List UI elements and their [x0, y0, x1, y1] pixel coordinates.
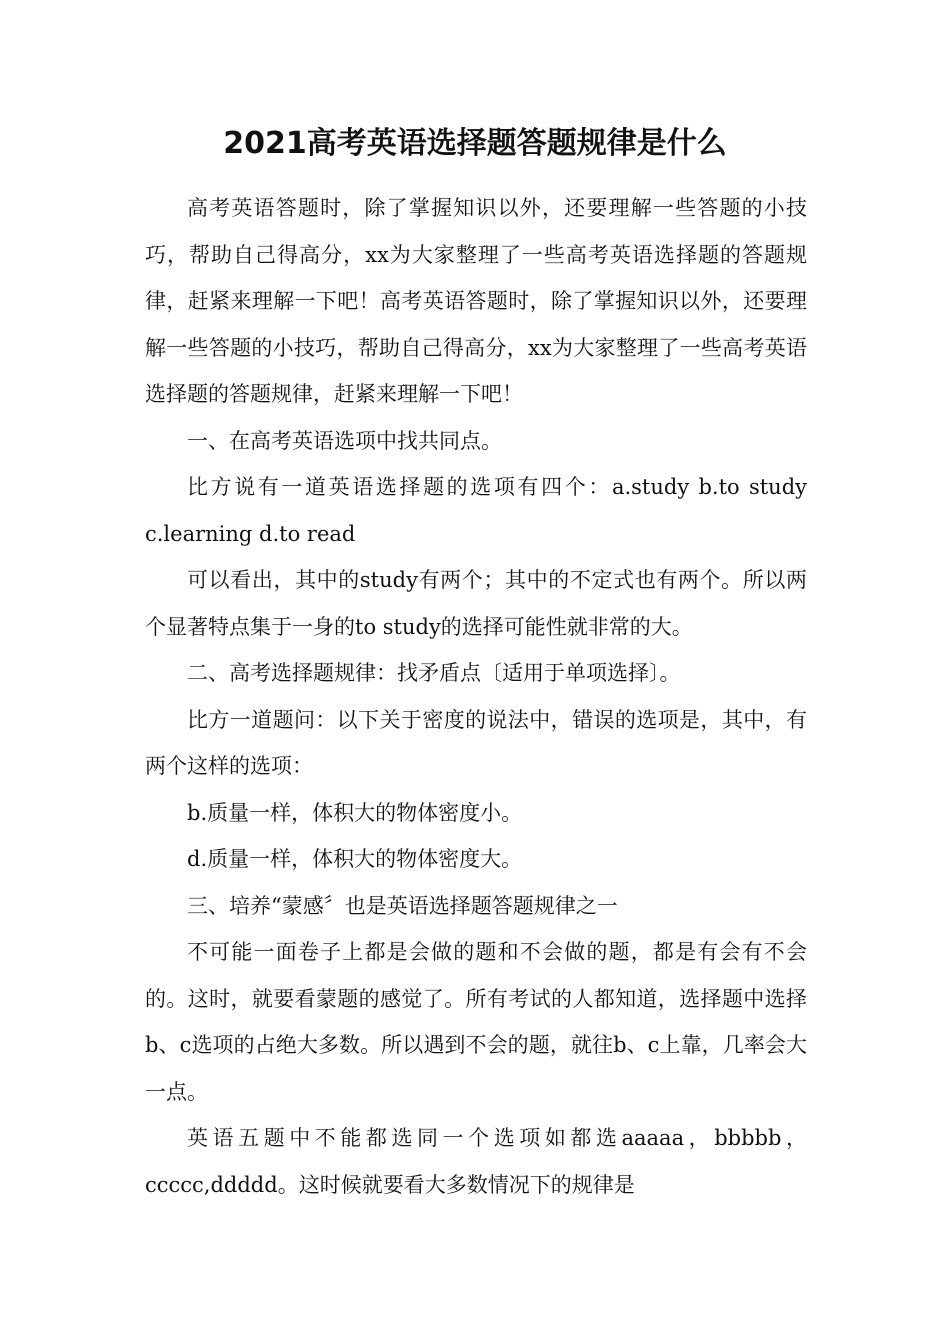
- paragraph-intro: 高考英语答题时，除了掌握知识以外，还要理解一些答题的小技巧，帮助自己得高分，xx为大家整理了一些高考英语选择题的答题规律，赶紧来理解一下吧！高考英语答题时，除了掌握知识以外，还要理解一些答题的小技巧，帮助自己得高分，xx为大家整理了一些高考英语选择题的答题规律，赶紧来理解一下吧！: [145, 196, 807, 406]
- document-title: 2021高考英语选择题答题规律是什么: [223, 126, 727, 161]
- document-body: [145, 185, 807, 1208]
- option-d: d.质量一样，体积大的物体密度大。: [187, 847, 523, 871]
- paragraph-example-options: 比方说有一道英语选择题的选项有四个：a.study b.to study c.learning d.to read: [145, 475, 807, 546]
- section-heading-2: 二、高考选择题规律：找矛盾点〔适用于单项选择〕。: [187, 661, 681, 685]
- section-heading-3: 三、培养“蒙感〞也是英语选择题答题规律之一: [187, 893, 618, 918]
- option-b: b.质量一样，体积大的物体密度小。: [187, 800, 523, 825]
- paragraph-five-questions: 英语五题中不能都选同一个选项如都选aaaaa，bbbbb，ccccc,ddddd。这时候就要看大多数情况下的规律是: [145, 1126, 807, 1197]
- section-heading-1: 一、在高考英语选项中找共同点。: [187, 428, 502, 453]
- paragraph-guessing: 不可能一面卷子上都是会做的题和不会做的题，都是有会有不会的。这时，就要看蒙题的感觉了。所有考试的人都知道，选择题中选择b、c选项的占绝大多数。所以遇到不会的题，就往b、c上靠，几率会大一点。: [145, 940, 807, 1104]
- paragraph-density-question: 比方一道题问：以下关于密度的说法中，错误的选项是，其中，有两个这样的选项：: [145, 707, 807, 778]
- paragraph-analysis: 可以看出，其中的study有两个；其中的不定式也有两个。所以两个显著特点集于一身的to study的选择可能性就非常的大。: [145, 568, 807, 639]
